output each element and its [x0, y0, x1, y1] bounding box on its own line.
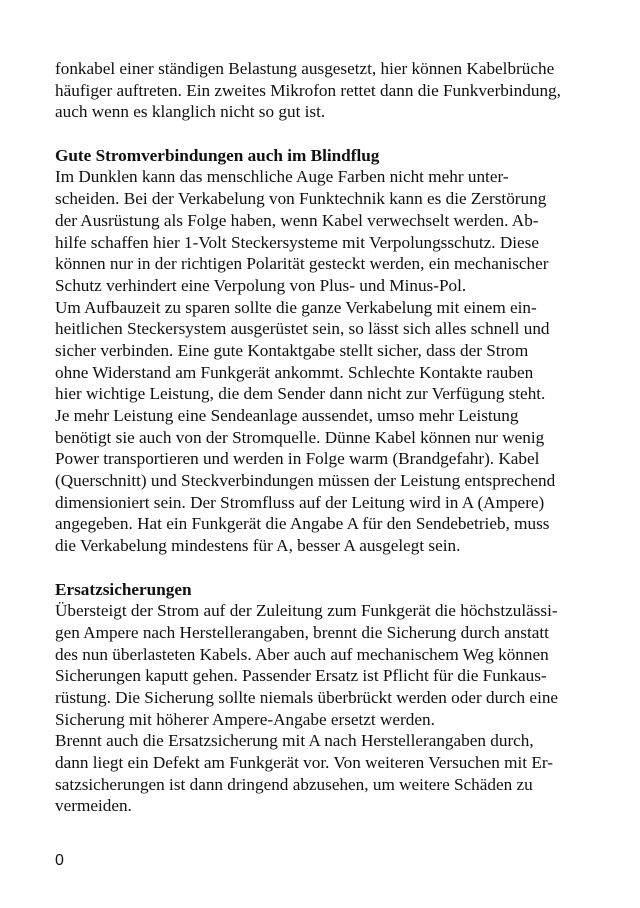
text-line: ohne Widerstand am Funkgerät ankommt. Schlechte Kontakte rauben [55, 362, 534, 382]
text-line: Sicherungen kaputt gehen. Passender Ersatz ist Pflicht für die Funkaus- [55, 666, 547, 686]
document-page [55, 58, 615, 817]
text-line: häufiger auftreten. Ein zweites Mikrofon rettet dann die Funkverbindung, [55, 80, 561, 100]
section-heading: Ersatzsicherungen [55, 579, 192, 599]
text-line: gen Ampere nach Herstellerangaben, brennt die Sicherung durch anstatt [55, 622, 549, 642]
text-line: der Ausrüstung als Folge haben, wenn Kabel verwechselt werden. Ab- [55, 210, 539, 230]
text-line: auch wenn es klanglich nicht so gut ist. [55, 102, 326, 122]
text-line: fonkabel einer ständigen Belastung ausgesetzt, hier können Kabelbrüche [55, 59, 555, 78]
section-stromverbindungen [55, 145, 615, 557]
section-heading: Gute Stromverbindungen auch im Blindflug [55, 145, 380, 165]
text-line: hier wichtige Leistung, die dem Sender dann nicht zur Verfügung steht. [55, 384, 546, 404]
text-line: können nur in der richtigen Polarität gesteckt werden, ein mechanischer [55, 254, 549, 274]
text-line: Brennt auch die Ersatzsicherung mit A nach Herstellerangaben durch, [55, 731, 534, 751]
text-line: des nun überlasteten Kabels. Aber auch auf mechanischem Weg können [55, 644, 549, 664]
text-line: Schutz verhindert eine Verpolung von Plus- und Minus-Pol. [55, 275, 467, 295]
text-line: heitlichen Steckersystem ausgerüstet sein, so lässt sich alles schnell und [55, 319, 550, 339]
text-line: Power transportieren und werden in Folge warm (Brandgefahr). Kabel [55, 449, 540, 469]
text-line: Je mehr Leistung eine Sendeanlage aussendet, umso mehr Leistung [55, 406, 519, 425]
text-line: dimensioniert sein. Der Stromfluss auf der Leitung wird in A (Ampere) [55, 492, 545, 512]
text-line: die Verkabelung mindestens für A, besser A ausgelegt sein. [55, 536, 461, 556]
text-line: Im Dunklen kann das menschliche Auge Farben nicht mehr unter- [55, 167, 509, 187]
section-ersatzsicherungen [55, 579, 615, 818]
text-line: dann liegt ein Defekt am Funkgerät vor. Von weiteren Versuchen mit Er- [55, 753, 553, 772]
text-line: scheiden. Bei der Verkabelung von Funktechnik kann es die Zerstörung [55, 189, 547, 209]
text-line: Um Aufbauzeit zu sparen sollte die ganze Verkabelung mit einem ein- [55, 297, 537, 317]
page-number: 0 [55, 852, 64, 869]
paragraph-spacer [55, 123, 615, 145]
intro-paragraph [55, 58, 615, 123]
text-line: (Querschnitt) und Steckverbindungen müssen der Leistung entsprechend [55, 471, 556, 491]
text-line: Übersteigt der Strom auf der Zuleitung zum Funkgerät die höchstzulässi- [55, 601, 558, 621]
text-line: rüstung. Die Sicherung sollte niemals überbrückt werden oder durch eine [55, 687, 559, 707]
text-line: sicher verbinden. Eine gute Kontaktgabe stellt sicher, dass der Strom [55, 340, 529, 360]
text-line: hilfe schaffen hier 1-Volt Steckersysteme mit Verpolungsschutz. Diese [55, 232, 539, 252]
text-line: benötigt sie auch von der Stromquelle. Dünne Kabel können nur wenig [55, 427, 545, 447]
paragraph-spacer [55, 557, 615, 579]
text-line: angegeben. Hat ein Funkgerät die Angabe A für den Sendebetrieb, muss [55, 514, 550, 534]
text-line: satzsicherungen ist dann dringend abzusehen, um weitere Schäden zu [55, 774, 533, 794]
text-line: Sicherung mit höherer Ampere-Angabe ersetzt werden. [55, 709, 435, 729]
text-line: vermeiden. [55, 796, 132, 816]
